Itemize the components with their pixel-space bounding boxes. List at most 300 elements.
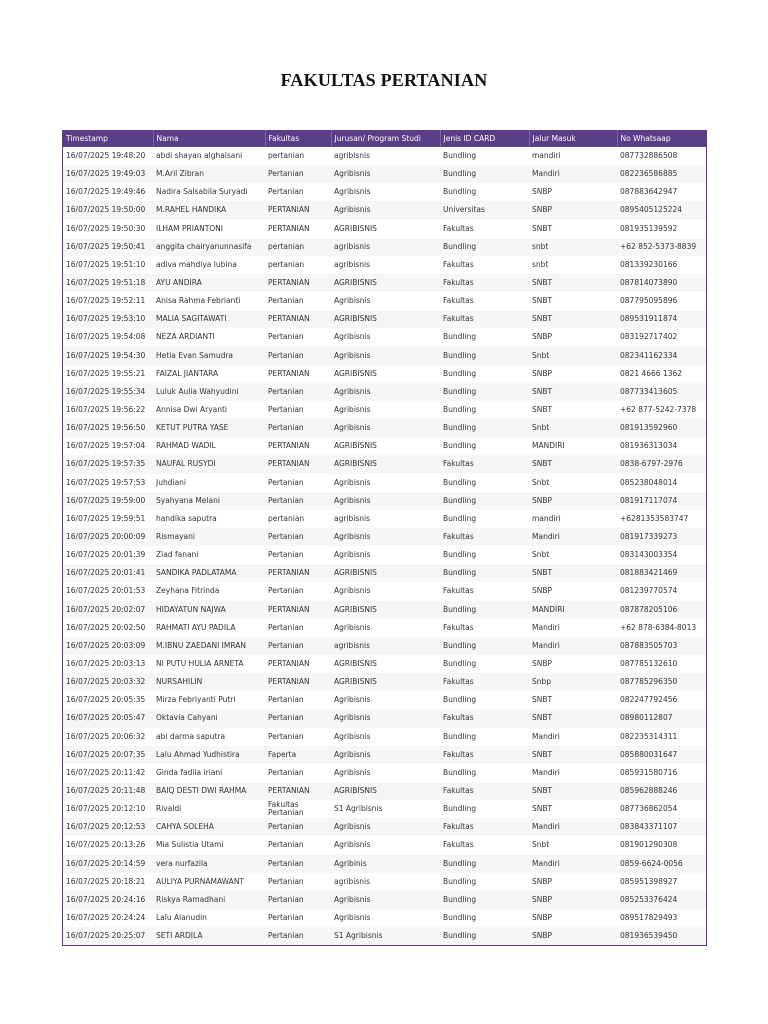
nama-cell: AYU ANDIRA [153,274,265,292]
fakultas-cell: PERTANIAN [268,368,310,378]
jurusan-cell: AGRIBISNIS [331,782,440,800]
jalur-masuk-cell: SNBT [532,804,553,814]
nama-cell: Ginda fadila iriani [156,767,223,777]
nama-cell: vera nurfazila [153,854,265,872]
jurusan-cell: AGRIBISNIS [331,455,440,473]
table-row [63,310,706,328]
no-whatsapp-cell: 081936313034 [620,441,678,451]
jenis-id-card-cell: Fakultas [440,528,529,546]
no-whatsapp-cell: 085962888246 [617,782,706,800]
timestamp-cell: 16/07/2025 20:11:48 [63,782,153,800]
timestamp-cell: 16/07/2025 20:12:10 [66,804,146,814]
jurusan-cell: Agribisnis [331,746,440,764]
timestamp-cell: 16/07/2025 20:13:26 [66,840,146,850]
jurusan-cell: Agribisnis [334,296,371,306]
timestamp-cell: 16/07/2025 19:48:20 [66,151,146,161]
jalur-masuk-cell: Snbt [529,347,617,365]
table-row [63,873,706,891]
no-whatsapp-cell: 085951398927 [620,876,678,886]
no-whatsapp-cell: 081339230166 [620,259,678,269]
jenis-id-card-cell: Bundling [440,492,529,510]
jurusan-cell: agribisnis [331,637,440,655]
table-row [63,147,706,165]
jenis-id-card-cell: Bundling [443,767,477,777]
jenis-id-card-cell: Bundling [443,695,477,705]
table-row [63,836,706,854]
nama-cell: SANDIKA PADLATAMA [153,564,265,582]
timestamp-cell: 16/07/2025 19:55:34 [63,383,153,401]
jalur-masuk-cell: SNBP [532,659,553,668]
jurusan-cell: Agribisnis [334,767,371,777]
timestamp-cell: 16/07/2025 20:12:53 [63,818,153,836]
jalur-masuk-cell: SNBT [532,296,553,306]
table-row [63,818,706,836]
timestamp-cell: 16/07/2025 19:56:22 [66,405,146,415]
nama-cell: anggita chairyanunnasifa [153,238,265,256]
jenis-id-card-cell: Bundling [440,165,529,183]
nama-cell: Nadira Salsabila Suryadi [156,187,248,197]
jurusan-cell: Agribisnis [331,709,440,727]
table-row [63,347,706,365]
no-whatsapp-cell: 081883421469 [617,564,706,582]
table-row [63,528,706,546]
jenis-id-card-cell: Bundling [443,368,477,378]
jurusan-cell: Agribisnis [334,405,371,415]
jalur-masuk-cell: snbt [529,238,617,256]
fakultas-cell: Pertanian [265,818,331,836]
jenis-id-card-cell: Fakultas [440,673,529,691]
nama-cell: abdi shayan alghaisani [156,151,243,161]
jurusan-cell: Agribinis [331,854,440,872]
no-whatsapp-cell: 082236586885 [617,165,706,183]
nama-cell: Rivaldi [156,804,182,814]
jurusan-cell: Agribisnis [331,347,440,365]
table-row [63,383,706,401]
no-whatsapp-cell: 087733413605 [617,383,706,401]
table-row [63,601,706,619]
timestamp-cell: 16/07/2025 20:07:35 [63,746,153,764]
table-row [63,909,706,927]
table-row [63,437,706,455]
timestamp-cell: 16/07/2025 19:59:51 [66,513,146,523]
jenis-id-card-cell: Bundling [443,441,477,451]
registration-table [63,130,706,945]
timestamp-cell: 16/07/2025 20:25:07 [63,927,153,945]
no-whatsapp-cell: 087883505703 [617,637,706,655]
timestamp-cell: 16/07/2025 19:50:41 [63,238,153,256]
fakultas-cell: Pertanian [265,383,331,401]
timestamp-cell: 16/07/2025 20:05:35 [66,695,146,705]
nama-cell: Rismayani [153,528,265,546]
timestamp-cell: 16/07/2025 19:57:04 [66,441,146,451]
nama-cell: NEZA ARDIANTI [156,332,215,342]
nama-cell: Luluk Aulia Wahyudini [153,383,265,401]
fakultas-cell: pertanian [265,238,331,256]
table-row [63,746,706,764]
jenis-id-card-cell: Bundling [443,804,477,814]
jurusan-cell: Agribisnis [334,912,371,922]
nama-cell: BAIQ DESTI DWI RAHMA [153,782,265,800]
jenis-id-card-cell: Bundling [440,347,529,365]
table-row [63,292,706,310]
jenis-id-card-cell: Fakultas [443,259,474,269]
jalur-masuk-cell: Snbt [529,419,617,437]
timestamp-cell: 16/07/2025 19:54:30 [63,347,153,365]
table-row [63,619,706,637]
jurusan-cell: Agribisnis [334,586,371,596]
table-body [63,147,706,945]
table-row [63,854,706,872]
jalur-masuk-cell: SNBP [532,332,553,342]
table-row [63,328,706,346]
table-row [63,274,706,292]
nama-cell: Lalu Ahmad Yudhistira [153,746,265,764]
nama-cell: M.Aril Zibran [153,165,265,183]
nama-cell: Zeyhana Fitrinda [156,586,220,596]
jalur-masuk-cell: Snbt [532,477,550,487]
no-whatsapp-cell: +62 852-5373-8839 [617,238,706,256]
jalur-masuk-cell: MANDIRI [532,441,565,451]
timestamp-cell: 16/07/2025 19:50:00 [63,201,153,219]
timestamp-cell: 16/07/2025 19:57:35 [63,455,153,473]
no-whatsapp-cell: 081917117074 [617,492,706,510]
jalur-masuk-cell: SNBP [529,201,617,219]
table-row [63,546,706,564]
nama-cell: CAHYA SOLEHA [153,818,265,836]
timestamp-cell: 16/07/2025 20:18:21 [66,876,146,886]
timestamp-cell: 16/07/2025 19:49:46 [66,187,146,197]
column-header-no-whatsapp: No Whatsaap [617,130,706,147]
no-whatsapp-cell: 085238048014 [620,477,678,487]
jurusan-cell: agribisnis [334,876,371,886]
page-title: FAKULTAS PERTANIAN [280,70,488,90]
no-whatsapp-cell: 0859-6624-0056 [617,854,706,872]
no-whatsapp-cell: +62 878-6384-8013 [620,622,697,632]
nama-cell: Anisa Rahma Febrianti [156,296,241,306]
no-whatsapp-cell: 087785132610 [620,659,678,668]
jurusan-cell: AGRIBISNIS [331,673,440,691]
timestamp-cell: 16/07/2025 20:03:09 [63,637,153,655]
timestamp-cell: 16/07/2025 19:50:30 [66,223,146,233]
nama-cell: abi darma saputra [156,731,226,741]
jalur-masuk-cell: mandiri [532,151,561,161]
jenis-id-card-cell: Fakultas [443,296,474,306]
table-row [63,220,706,238]
no-whatsapp-cell: 0838-6797-2976 [617,455,706,473]
fakultas-cell: PERTANIAN [265,274,331,292]
jurusan-cell: Agribisnis [334,332,371,342]
jalur-masuk-cell: SNBP [532,876,553,886]
jenis-id-card-cell: Bundling [440,927,529,945]
fakultas-cell: Pertanian [268,332,304,342]
jenis-id-card-cell: Bundling [443,659,477,668]
jurusan-cell: Agribisnis [331,165,440,183]
jenis-id-card-cell: Bundling [440,238,529,256]
jurusan-cell: Agribisnis [331,492,440,510]
jalur-masuk-cell: Mandiri [532,767,560,777]
fakultas-cell: pertanian [268,259,305,269]
jurusan-cell: AGRIBISNIS [331,601,440,619]
table-row [63,637,706,655]
jenis-id-card-cell: Bundling [443,550,477,560]
jalur-masuk-cell: Mandiri [529,818,617,836]
jenis-id-card-cell: Bundling [440,891,529,909]
nama-cell: M.RAHEL HANDIKA [153,201,265,219]
fakultas-cell: Pertanian [268,622,304,632]
column-header-jurusan: Jurusan/ Program Studi [331,130,440,147]
nama-cell: KETUT PUTRA YASE [153,419,265,437]
nama-cell: HIDAYATUN NAJWA [153,601,265,619]
jenis-id-card-cell: Bundling [443,731,477,741]
jenis-id-card-cell: Fakultas [440,274,529,292]
jurusan-cell: Agribisnis [331,528,440,546]
table-row [63,492,706,510]
jurusan-cell: S1 Agribisnis [331,927,440,945]
fakultas-cell: Pertanian [265,528,331,546]
jalur-masuk-cell: SNBP [532,912,553,922]
jurusan-cell: Agribisnis [331,201,440,219]
fakultas-cell: Pertanian [265,854,331,872]
fakultas-cell: PERTANIAN [265,601,331,619]
fakultas-cell: PERTANIAN [268,223,310,233]
no-whatsapp-cell: 082235314311 [620,731,678,741]
jurusan-cell: Agribisnis [334,187,371,197]
jenis-id-card-cell: Fakultas [443,622,474,632]
jalur-masuk-cell: SNBT [529,564,617,582]
column-header-timestamp: Timestamp [63,130,153,147]
jalur-masuk-cell: SNBP [529,927,617,945]
table-row [63,691,706,709]
jalur-masuk-cell: MANDIRI [529,601,617,619]
jurusan-cell: Agribisnis [334,622,371,632]
jalur-masuk-cell: SNBP [532,586,553,596]
fakultas-cell: Pertanian [265,347,331,365]
jalur-masuk-cell: Snbt [532,840,550,850]
no-whatsapp-cell: 085253376424 [617,891,706,909]
no-whatsapp-cell: 081935139592 [620,223,678,233]
jurusan-cell: Agribisnis [331,383,440,401]
jurusan-cell: AGRIBISNIS [331,564,440,582]
jenis-id-card-cell: Bundling [440,564,529,582]
no-whatsapp-cell: 081239770574 [620,586,678,596]
nama-cell: Hetia Evan Samudra [153,347,265,365]
timestamp-cell: 16/07/2025 20:24:24 [66,912,146,922]
no-whatsapp-cell: 082341162334 [617,347,706,365]
table-row [63,455,706,473]
jalur-masuk-cell: Snbp [529,673,617,691]
jalur-masuk-cell: SNBT [532,695,553,705]
jenis-id-card-cell: Bundling [440,601,529,619]
jenis-id-card-cell: Fakultas [440,782,529,800]
nama-cell: AULIYA PURNAMAWANT [156,876,245,886]
timestamp-cell: 16/07/2025 19:49:03 [63,165,153,183]
jurusan-cell: Agribisnis [331,419,440,437]
fakultas-cell: Pertanian [268,840,304,850]
no-whatsapp-cell: 083192717402 [620,332,678,342]
jurusan-cell: Agribisnis [334,731,371,741]
no-whatsapp-cell: 081917339273 [617,528,706,546]
timestamp-cell: 16/07/2025 19:51:18 [63,274,153,292]
jenis-id-card-cell: Bundling [443,477,477,487]
jalur-masuk-cell: SNBT [529,383,617,401]
table-row [63,474,706,492]
nama-cell: NURSAHILIN [153,673,265,691]
no-whatsapp-cell: 081936539450 [617,927,706,945]
timestamp-cell: 16/07/2025 19:56:50 [63,419,153,437]
timestamp-cell: 16/07/2025 20:06:32 [66,731,146,741]
table-row [63,401,706,419]
jenis-id-card-cell: Bundling [443,912,477,922]
fakultas-cell: pertanian [268,151,305,161]
jenis-id-card-cell: Fakultas [440,709,529,727]
fakultas-cell: Fakultas Pertanian [268,800,304,818]
fakultas-cell: Faperta [265,746,331,764]
jenis-id-card-cell: Universitas [440,201,529,219]
fakultas-cell: Pertanian [265,419,331,437]
fakultas-cell: Pertanian [268,731,304,741]
nama-cell: RAHMATI AYU PADILA [156,622,236,632]
jurusan-cell: agribisnis [334,151,371,161]
jurusan-cell: Agribisnis [334,840,371,850]
timestamp-cell: 16/07/2025 20:01:53 [66,586,146,596]
column-header-nama: Nama [153,130,265,147]
timestamp-cell: 16/07/2025 20:03:13 [66,659,146,668]
fakultas-cell: Pertanian [268,586,304,596]
timestamp-cell: 16/07/2025 20:14:59 [63,854,153,872]
jalur-masuk-cell: Mandiri [529,854,617,872]
fakultas-cell: PERTANIAN [268,659,310,668]
nama-cell: Oktavia Cahyani [153,709,265,727]
jurusan-cell: Agribisnis [334,695,371,705]
timestamp-cell: 16/07/2025 20:05:47 [63,709,153,727]
nama-cell: FAIZAL JIANTARA [156,368,219,378]
nama-cell: Lalu Alanudin [156,912,207,922]
timestamp-cell: 16/07/2025 20:01:39 [66,550,146,560]
nama-cell: handika saputra [156,513,217,523]
fakultas-cell: PERTANIAN [265,673,331,691]
jenis-id-card-cell: Fakultas [443,840,474,850]
table-row [63,419,706,437]
jurusan-cell: Agribisnis [331,818,440,836]
no-whatsapp-cell: 087785296350 [617,673,706,691]
table-row [63,510,706,528]
column-header-jenis-id-card: Jenis ID CARD [440,130,529,147]
no-whatsapp-cell: 082247792456 [620,695,678,705]
fakultas-cell: PERTANIAN [268,441,310,451]
timestamp-cell: 16/07/2025 19:55:21 [66,368,146,378]
jalur-masuk-cell: SNBT [529,709,617,727]
fakultas-cell: PERTANIAN [265,310,331,328]
jalur-masuk-cell: SNBP [529,891,617,909]
jalur-masuk-cell: Mandiri [529,637,617,655]
fakultas-cell: Pertanian [265,927,331,945]
no-whatsapp-cell: +62 877-5242-7378 [620,405,697,415]
jurusan-cell: Agribisnis [334,477,371,487]
fakultas-cell: PERTANIAN [265,782,331,800]
jalur-masuk-cell: Snbt [532,550,550,560]
jalur-masuk-cell: SNBP [532,187,553,197]
timestamp-cell: 16/07/2025 19:52:11 [66,296,146,306]
fakultas-cell: Pertanian [265,891,331,909]
table-row [63,201,706,219]
nama-cell: RAHMAD WADIL [156,441,216,451]
jenis-id-card-cell: Fakultas [440,818,529,836]
fakultas-cell: Pertanian [268,876,304,886]
table-row [63,927,706,945]
jenis-id-card-cell: Bundling [443,513,477,523]
no-whatsapp-cell: 085931580716 [620,767,678,777]
jenis-id-card-cell: Bundling [443,151,477,161]
table-row [63,764,706,782]
table-row [63,673,706,691]
fakultas-cell: Pertanian [268,187,304,197]
jalur-masuk-cell: Mandiri [532,622,560,632]
registration-table-container [62,130,707,946]
jurusan-cell: AGRIBISNIS [334,441,377,451]
timestamp-cell: 16/07/2025 19:53:10 [63,310,153,328]
no-whatsapp-cell: 083143003354 [620,550,678,560]
timestamp-cell: 16/07/2025 20:02:50 [66,622,146,632]
jenis-id-card-cell: Bundling [440,637,529,655]
timestamp-cell: 16/07/2025 20:02:07 [63,601,153,619]
table-row [63,891,706,909]
table-header-row [63,130,706,147]
jurusan-cell: Agribisnis [331,891,440,909]
table-row [63,728,706,746]
table-row [63,709,706,727]
table-row [63,564,706,582]
jenis-id-card-cell: Bundling [440,419,529,437]
fakultas-cell: pertanian [268,513,305,523]
timestamp-cell: 16/07/2025 19:54:08 [66,332,146,342]
no-whatsapp-cell: 0895405125224 [617,201,706,219]
jurusan-cell: agribisnis [334,259,371,269]
no-whatsapp-cell: 085880031647 [617,746,706,764]
jurusan-cell: Agribisnis [334,550,371,560]
fakultas-cell: PERTANIAN [265,564,331,582]
column-header-fakultas: Fakultas [265,130,331,147]
timestamp-cell: 16/07/2025 20:11:42 [66,767,146,777]
no-whatsapp-cell: 081901290308 [620,840,678,850]
jalur-masuk-cell: SNBP [532,368,553,378]
jalur-masuk-cell: SNBT [529,782,617,800]
fakultas-cell: Pertanian [268,296,304,306]
jalur-masuk-cell: SNBT [532,405,553,415]
nama-cell: Mia Sulistia Utami [156,840,224,850]
fakultas-cell: PERTANIAN [265,201,331,219]
jalur-masuk-cell: Mandiri [529,165,617,183]
jenis-id-card-cell: Fakultas [440,746,529,764]
table-row [63,782,706,800]
fakultas-cell: Pertanian [265,637,331,655]
timestamp-cell: 16/07/2025 20:24:16 [63,891,153,909]
jalur-masuk-cell: SNBT [529,746,617,764]
jalur-masuk-cell: Mandiri [532,731,560,741]
jalur-masuk-cell: SNBP [529,492,617,510]
fakultas-cell: Pertanian [265,709,331,727]
nama-cell: NAUFAL RUSYDI [153,455,265,473]
jurusan-cell: S1 Agribisnis [334,804,383,814]
nama-cell: ILHAM PRIANTONI [156,223,224,233]
timestamp-cell: 16/07/2025 20:00:09 [63,528,153,546]
nama-cell: Mirza Febriyanti Putri [156,695,236,705]
timestamp-cell: 16/07/2025 19:51:10 [66,259,146,269]
column-header-jalur-masuk: Jalur Masuk [529,130,617,147]
jurusan-cell: agribisnis [334,513,371,523]
jurusan-cell: AGRIBISNIS [334,368,377,378]
table-row [63,800,706,818]
jurusan-cell: agribisnis [331,238,440,256]
